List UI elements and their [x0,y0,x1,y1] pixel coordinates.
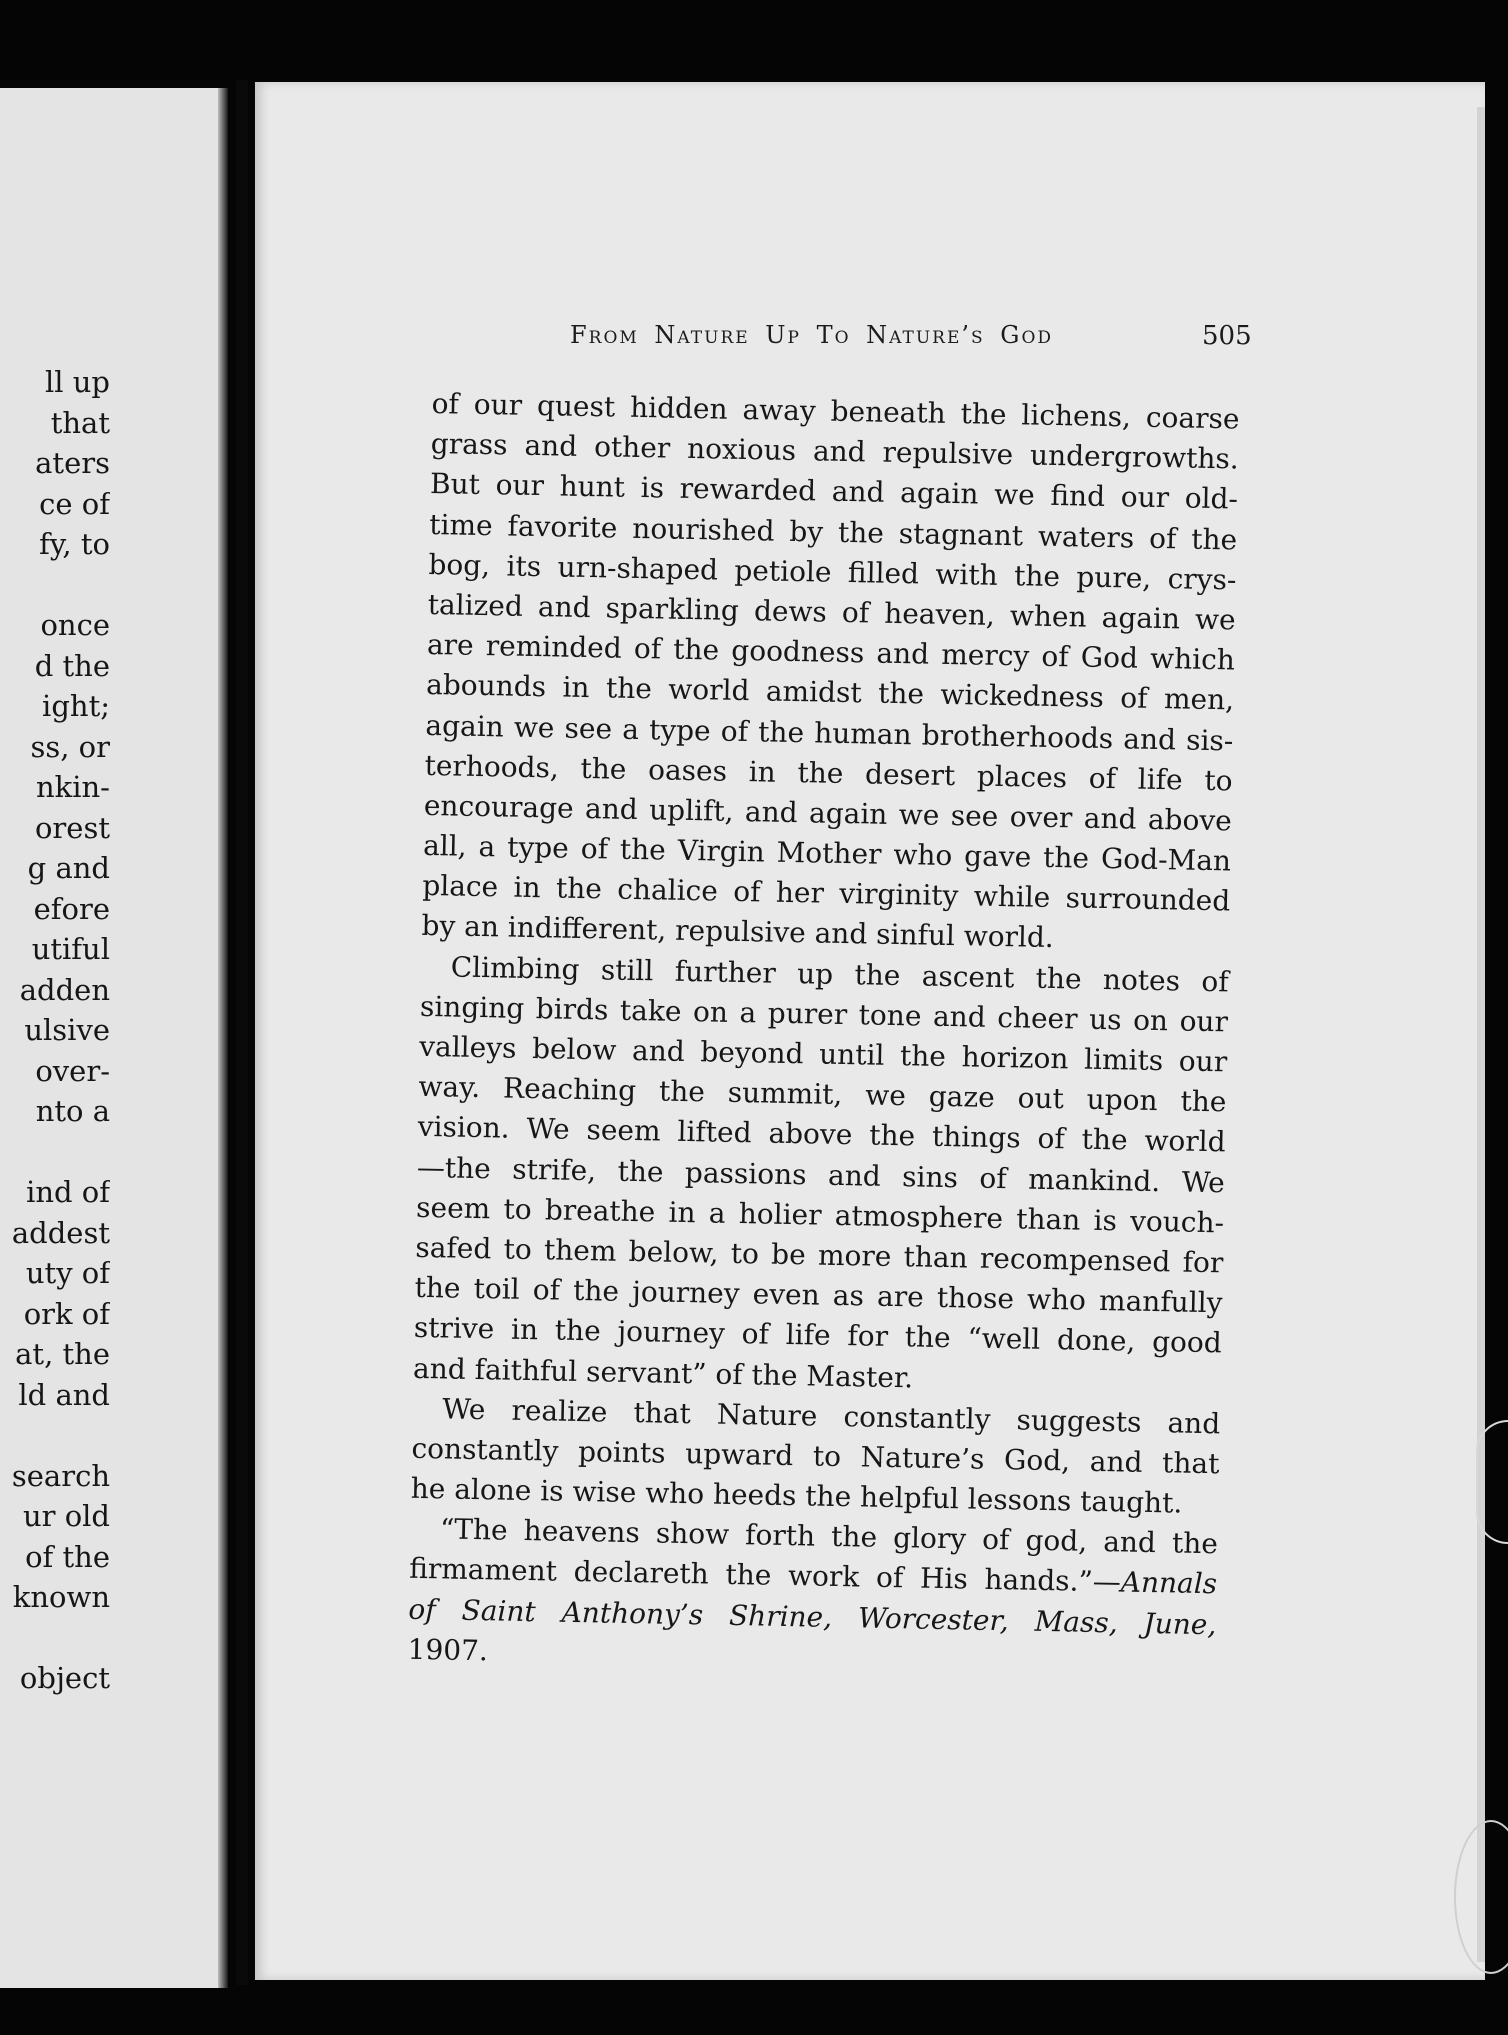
left-page-line: ight; [42,689,110,723]
left-page-line: aters [35,446,110,480]
text-line-content: singing birds take on a purer tone and cheer us on our [419,989,1229,1039]
left-page-text [0,362,110,1699]
left-page-line [0,1415,110,1456]
left-page-line: nkin- [35,770,110,804]
text-line-content: firmament declareth the work of His hands.”— [408,1552,1122,1599]
text-line-content: —the strife, the passions and sins of mankind. We [416,1150,1226,1199]
text-line-content: seem to breathe in a holier atmosphere than is vouch- [415,1190,1225,1240]
left-page-line: ld and [18,1377,110,1412]
text-line-content: of our quest hidden away beneath the lichens, coarse [431,386,1240,436]
italic-citation: Annals [1120,1565,1218,1601]
left-page-line: g and [27,851,110,885]
text-line-content: all, a type of the Virgin Mother who gave the God-Man [422,828,1232,878]
left-page-line: nto a [35,1094,110,1128]
text-line-content: he alone is wise who heeds the helpful lessons taught. [410,1471,1183,1520]
text-line-content: the toil of the journey even as are those who manfully [414,1270,1223,1320]
text-line-content: bog, its urn-shaped petiole filled with the pure, crys- [428,547,1237,597]
left-page-line: search [11,1458,110,1493]
left-page-line: addest [11,1215,110,1250]
book-spine [236,80,248,1985]
page-edge [1477,107,1485,1962]
left-page-line: known [12,1580,110,1614]
left-page-line: ss, or [30,729,110,764]
gutter-shadow [218,88,228,1988]
left-page-line: d the [34,648,110,683]
left-page-line: fy, to [39,527,110,561]
left-page-line: of the [25,1539,110,1574]
left-page-line: ulsive [24,1013,110,1047]
text-line-content: constantly points upward to Nature’s God, and that [411,1431,1220,1481]
text-line-content: Climbing still further up the ascent the notes of [450,950,1229,999]
left-page-line: that [50,405,110,440]
left-page-line: ll up [44,365,110,399]
page-number: 505 [1202,321,1252,351]
left-page-line: orest [34,810,110,845]
left-page-line: ur old [22,1499,110,1533]
text-line-content: place in the chalice of her virginity while surrounded [422,869,1231,918]
left-page-line [0,1618,110,1659]
left-page-line: uty of [25,1256,110,1290]
left-page-line: object [19,1661,110,1695]
text-line-content: encourage and uplift, and again we see over and above [423,788,1233,838]
text-line-content: We realize that Nature constantly suggests and [442,1392,1221,1441]
body-text [407,384,1240,1685]
left-page-line [0,1132,110,1173]
text-line-content: terhoods, the oases in the desert places of life to [424,748,1233,798]
left-page-line: adden [19,972,110,1007]
left-page-line [0,565,110,606]
text-line-content: grass and other noxious and repulsive undergrowths. [430,427,1240,476]
text-line-content: 1907. [407,1632,489,1668]
text-line-content: valleys below and beyond until the horizon limits our [418,1029,1228,1079]
scan-artifact [1476,1420,1508,1544]
left-page-line: ind of [26,1175,110,1209]
running-head-title: From Nature Up To Nature’s God [570,321,1054,349]
text-line-content: way. Reaching the summit, we gaze out upon the [418,1070,1227,1119]
text-line-content: strive in the journey of life for the “well done, good [413,1311,1223,1360]
text-line-content: talized and sparkling dews of heaven, when again we [427,587,1236,637]
left-page-line: ork of [23,1296,110,1331]
italic-citation: of Saint Anthony’s Shrine, Worcester, Mass, June, [408,1592,1217,1641]
left-page-line: ce of [39,486,110,521]
left-page-line: efore [33,891,110,926]
text-line-content: safed to them below, to be more than recompensed for [415,1230,1224,1280]
left-page-line: utiful [31,932,110,966]
left-page-line: at, the [15,1337,110,1371]
left-page-line: once [40,608,110,642]
left-page-line: over- [35,1053,110,1088]
text-line-content: again we see a type of the human brotherhoods and sis- [425,708,1234,757]
text-line-content: abounds in the world amidst the wickedness of men, [425,668,1235,717]
text-line-content: vision. We seem lifted above the things of the world [417,1110,1226,1159]
text-line-content: time favorite nourished by the stagnant waters of the [428,507,1238,557]
text-line-content: are reminded of the goodness and mercy of God which [426,628,1236,677]
text-line-content: by an indifferent, repulsive and sinful world. [421,909,1055,955]
running-head [570,321,1270,361]
text-line-content: and faithful servant” of the Master. [412,1351,914,1394]
text-line-content: But our hunt is rewarded and again we find our old- [429,467,1239,516]
text-line-content: “The heavens show forth the glory of god, and the [439,1512,1219,1561]
